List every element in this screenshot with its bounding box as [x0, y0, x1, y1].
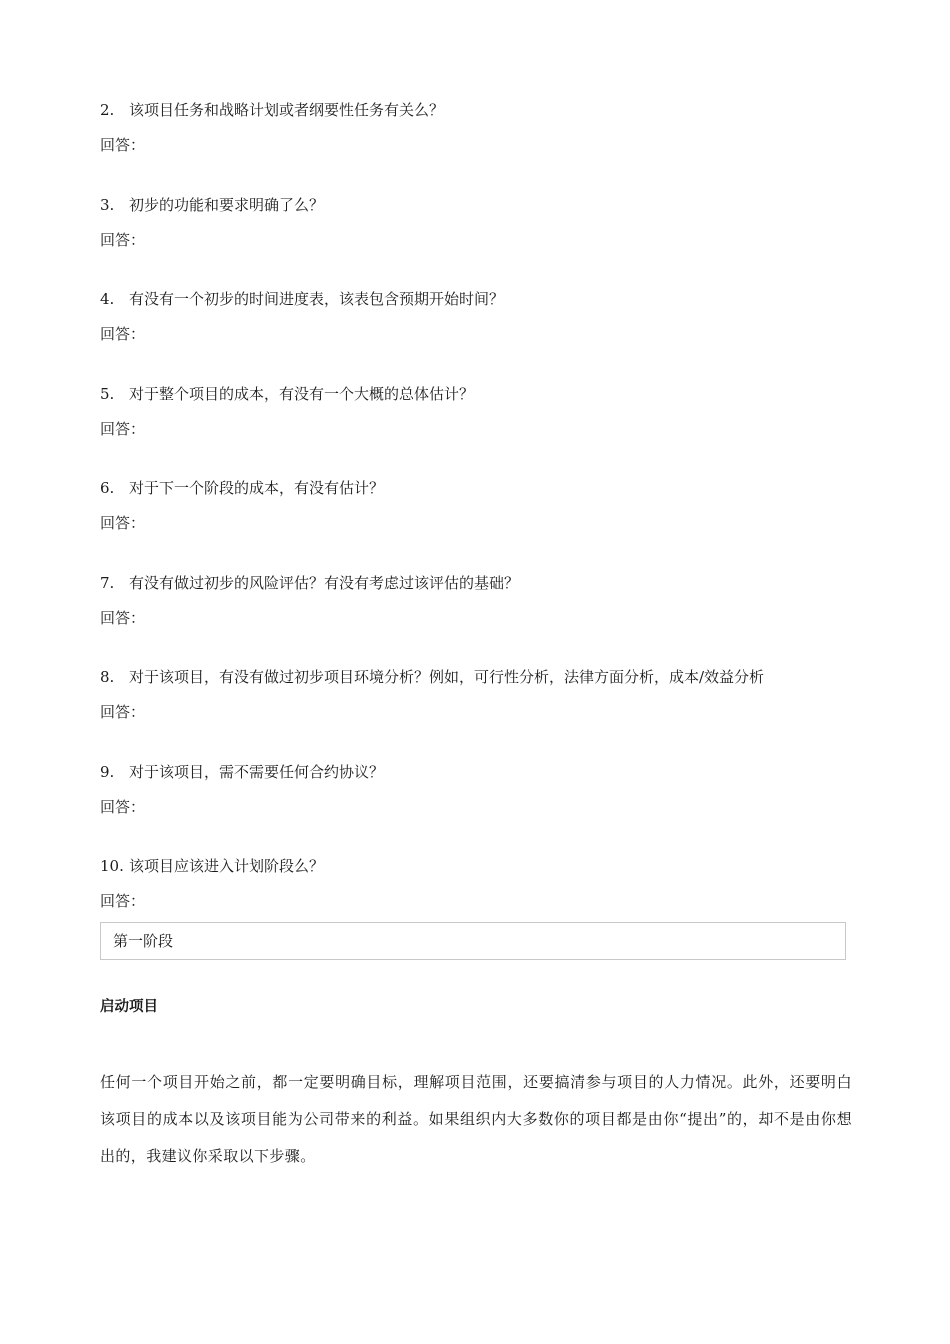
question-text: 对于下一个阶段的成本，有没有估计？: [129, 479, 385, 497]
question-number: 10.: [100, 857, 124, 875]
question-number: 5.: [100, 384, 115, 403]
phase-box: 第一阶段: [100, 922, 846, 960]
question: [100, 664, 852, 690]
document-page: [100, 97, 852, 1175]
answer-label: 回答：: [100, 797, 146, 816]
section-heading: 启动项目: [100, 999, 158, 1015]
question-number: 3.: [100, 195, 115, 214]
question: [100, 853, 852, 879]
spacer: [100, 442, 852, 476]
question: [100, 192, 852, 218]
question-number: 6.: [100, 479, 115, 497]
question-text: 该项目应该进入计划阶段么？: [129, 857, 325, 875]
qa-item-7: [100, 570, 852, 631]
qa-item-4: [100, 286, 852, 347]
question-text: 对于该项目，有没有做过初步项目环境分析？例如，可行性分析，法律方面分析，成本/效益分析: [129, 668, 765, 686]
question-number: 7.: [100, 573, 115, 592]
qa-item-3: [100, 192, 852, 253]
spacer: [100, 725, 852, 759]
question: [100, 381, 852, 407]
qa-item-10: [100, 853, 852, 914]
qa-item-6: [100, 475, 852, 536]
question: [100, 475, 852, 501]
question-number: 2.: [100, 101, 115, 119]
question-text: 对于该项目，需不需要任何合约协议？: [129, 762, 385, 781]
question-number: 9.: [100, 762, 115, 781]
question-text: 对于整个项目的成本，有没有一个大概的总体估计？: [129, 384, 475, 403]
spacer: [100, 631, 852, 665]
question: [100, 570, 852, 596]
question-number: 4.: [100, 290, 115, 308]
spacer: [100, 347, 852, 381]
question-text: 有没有一个初步的时间进度表，该表包含预期开始时间？: [129, 290, 505, 308]
question: [100, 286, 852, 312]
question-text: 初步的功能和要求明确了么？: [129, 195, 325, 214]
qa-item-8: [100, 664, 852, 725]
answer-label: 回答：: [100, 514, 146, 532]
answer-label: 回答：: [100, 608, 146, 627]
body-paragraph: 任何一个项目开始之前，都一定要明确目标，理解项目范围，还要搞清参与项目的人力情况。此外，还要明白该项目的成本以及该项目能为公司带来的利益。如果组织内大多数你的项目都是由你“提出”的，却不是由你想出的，我建议你采取以下步骤。: [100, 1073, 852, 1165]
answer-label: 回答：: [100, 892, 146, 910]
qa-item-2: [100, 97, 852, 158]
question-text: 该项目任务和战略计划或者纲要性任务有关么？: [129, 101, 445, 119]
question-text: 有没有做过初步的风险评估？有没有考虑过该评估的基础？: [129, 573, 520, 592]
answer-label: 回答：: [100, 419, 146, 438]
question: [100, 759, 852, 785]
answer-label: 回答：: [100, 230, 146, 249]
question-number: 8.: [100, 668, 115, 686]
question: [100, 97, 852, 123]
qa-item-5: [100, 381, 852, 442]
answer-label: 回答：: [100, 703, 146, 721]
spacer: [100, 536, 852, 570]
qa-item-9: [100, 759, 852, 820]
spacer: [100, 820, 852, 854]
answer-label: 回答：: [100, 136, 146, 154]
spacer: [100, 253, 852, 287]
spacer: [100, 158, 852, 192]
answer-label: 回答：: [100, 325, 146, 343]
